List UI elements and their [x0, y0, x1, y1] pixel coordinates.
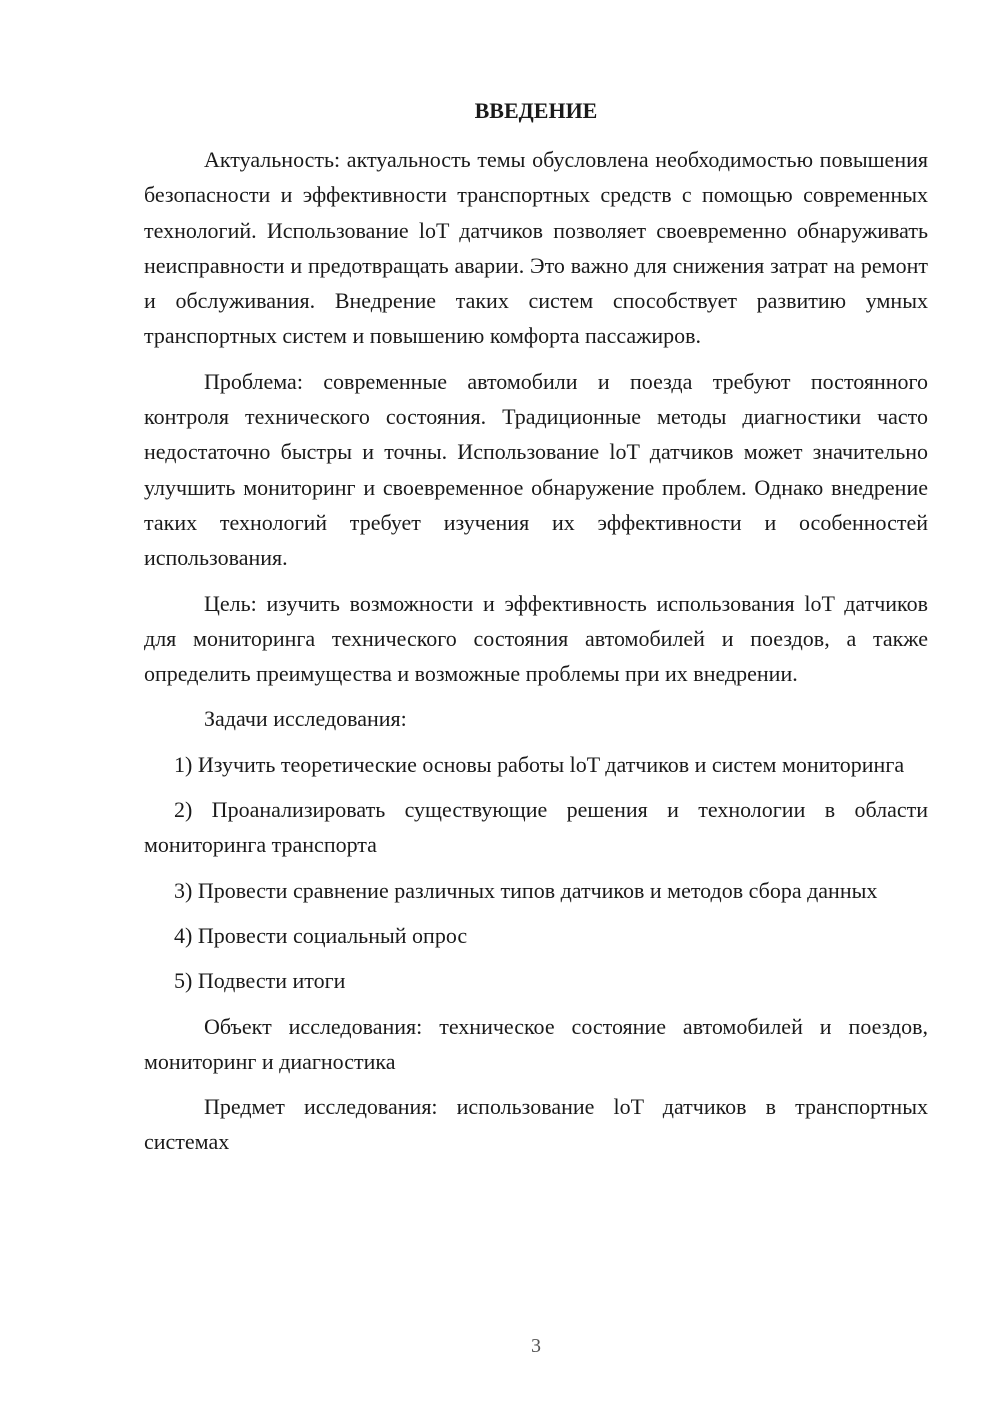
task-item-3: 3) Провести сравнение различных типов датчиков и методов сбора данных [174, 877, 878, 903]
paragraph-subject: Предмет исследования: использование loT датчиков в транспортных системах [144, 1094, 928, 1155]
task-item-2: 2) Проанализировать существующие решения и технологии в области мониторинга транспорта [144, 797, 928, 858]
page-number: 3 [531, 1335, 541, 1357]
paragraph-problem: Проблема: современные автомобили и поезда требуют постоянного контроля технического состояния. Традиционные методы диагностики часто недостаточно быстры и точны. Использование loT датчиков может значительно улучшить мониторинг и своевременное обнаружение проблем. Однако внедрение таких технологий требует изучения их эффективности и особенностей использования. [144, 368, 928, 571]
paragraph-object: Объект исследования: техническое состояние автомобилей и поездов, мониторинг и диагностика [144, 1013, 928, 1074]
task-item-5: 5) Подвести итоги [174, 968, 346, 994]
paragraph-relevance: Актуальность: актуальность темы обусловлена необходимостью повышения безопасности и эффективности транспортных средств с помощью современных технологий. Использование loT датчиков позволяет своевременно обнаруживать неисправности и предотвращать аварии. Это важно для снижения затрат на ремонт и обслуживания. Внедрение таких систем способствует развитию умных транспортных систем и повышению комфорта пассажиров. [144, 147, 928, 349]
task-item-1: 1) Изучить теоретические основы работы loT датчиков и систем мониторинга [174, 751, 905, 777]
page-title: ВВЕДЕНИЕ [474, 98, 598, 123]
document-body [144, 142, 928, 1170]
task-item-4: 4) Провести социальный опрос [174, 922, 468, 948]
paragraph-goal: Цель: изучить возможности и эффективность использования loT датчиков для мониторинга технического состояния автомобилей и поездов, а также определить преимущества и возможные проблемы при их внедрении. [144, 590, 928, 687]
tasks-heading: Задачи исследования: [204, 706, 407, 732]
